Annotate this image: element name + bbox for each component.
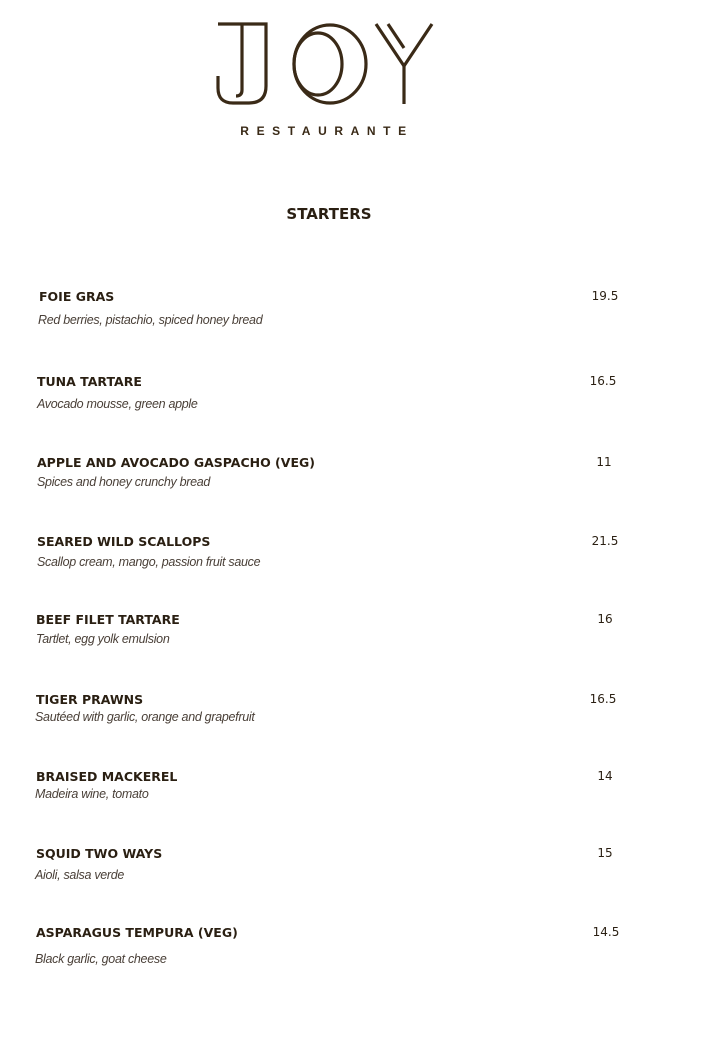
section-title: STARTERS xyxy=(286,205,372,223)
menu-item xyxy=(0,534,720,594)
menu-item-price: 19.5 xyxy=(591,289,619,303)
menu-item xyxy=(0,612,720,672)
menu-item-name: APPLE AND AVOCADO GASPACHO (VEG) xyxy=(37,455,315,470)
menu-item-name: TUNA TARTARE xyxy=(37,374,142,389)
menu-item xyxy=(0,289,720,349)
menu-item-price: 16 xyxy=(597,612,613,626)
menu-item-description: Red berries, pistachio, spiced honey bread xyxy=(38,313,263,327)
menu-item-price: 21.5 xyxy=(591,534,619,548)
menu-item-description: Black garlic, goat cheese xyxy=(35,952,167,966)
menu-item-name: SQUID TWO WAYS xyxy=(36,846,163,861)
menu-item-description: Aioli, salsa verde xyxy=(35,868,125,882)
menu-item-description: Madeira wine, tomato xyxy=(35,787,149,801)
menu-item-description: Avocado mousse, green apple xyxy=(37,397,198,411)
menu-item-name: TIGER PRAWNS xyxy=(36,692,144,707)
menu-item-name: ASPARAGUS TEMPURA (VEG) xyxy=(36,925,238,940)
joy-logo-graphic xyxy=(216,22,434,106)
menu-item-price: 16.5 xyxy=(589,692,617,706)
menu-item xyxy=(0,374,720,434)
menu-item-description: Scallop cream, mango, passion fruit sauce xyxy=(37,555,261,569)
menu-item-name: SEARED WILD SCALLOPS xyxy=(37,534,211,549)
menu-item-description: Tartlet, egg yolk emulsion xyxy=(36,632,170,646)
menu-item-name: FOIE GRAS xyxy=(39,289,115,304)
menu-item-name: BRAISED MACKEREL xyxy=(36,769,178,784)
menu-item xyxy=(0,455,720,515)
menu-item-description: Sautéed with garlic, orange and grapefruit xyxy=(35,710,255,724)
menu-item-price: 16.5 xyxy=(589,374,617,388)
menu-item xyxy=(0,846,720,906)
menu-item-price: 14 xyxy=(597,769,613,783)
menu-item-price: 11 xyxy=(596,455,612,469)
menu-item-name: BEEF FILET TARTARE xyxy=(36,612,180,627)
logo-subtitle: RESTAURANTE xyxy=(240,124,414,138)
menu-item-price: 15 xyxy=(597,846,613,860)
menu-item xyxy=(0,692,720,752)
menu-item xyxy=(0,769,720,829)
menu-item-price: 14.5 xyxy=(592,925,620,939)
menu-item-description: Spices and honey crunchy bread xyxy=(37,475,211,489)
menu-item xyxy=(0,925,720,985)
joy-logo xyxy=(216,22,434,106)
